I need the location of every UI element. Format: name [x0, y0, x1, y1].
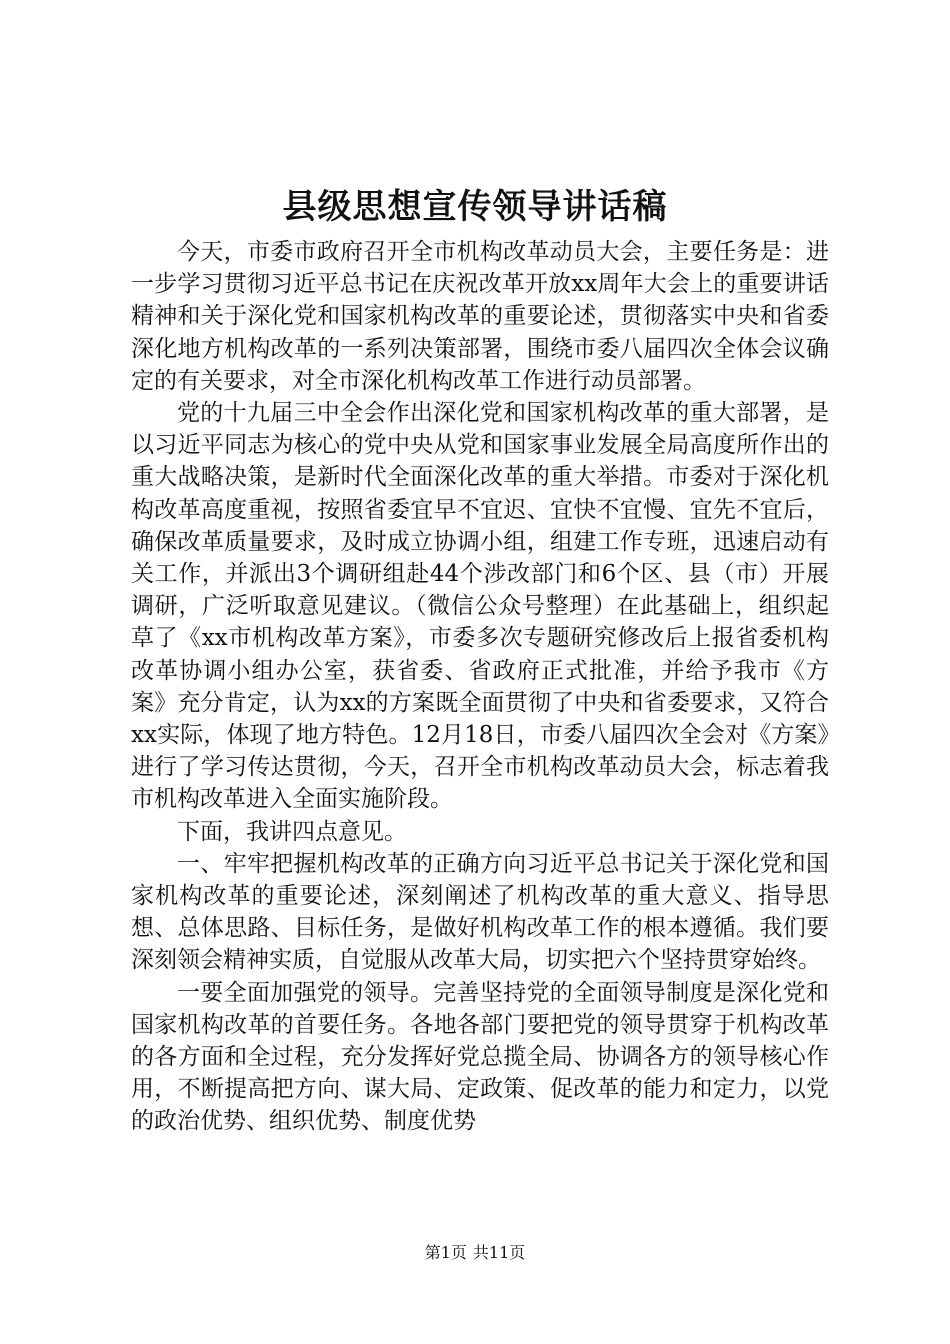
- page-number: 第1页: [424, 1243, 467, 1262]
- page-total: 共11页: [472, 1243, 526, 1262]
- paragraph-5: 一要全面加强党的领导。完善坚持党的全面领导制度是深化党和国家机构改革的首要任务。各地各部门要把党的领导贯穿于机构改革的各方面和全过程，充分发挥好党总揽全局、协调各方的领导核心作用，不断提高把方向、谋大局、定政策、促改革的能力和定力，以党的政治优势、组织优势、制度优势: [131, 979, 829, 1135]
- paragraph-2: 党的十九届三中全会作出深化党和国家机构改革的重大部署，是以习近平同志为核心的党中央从党和国家事业发展全局高度所作出的重大战略决策，是新时代全面深化改革的重大举措。市委对于深化机构改革高度重视，按照省委宜早不宜迟、宜快不宜慢、宜先不宜后，确保改革质量要求，及时成立协调小组，组建工作专班，迅速启动有关工作，并派出3个调研组赴44个涉改部门和6个区、县（市）开展调研，广泛听取意见建议。（微信公众号整理）在此基础上，组织起草了《xx市机构改革方案》，市委多次专题研究修改后上报省委机构改革协调小组办公室，获省委、省政府正式批准，并给予我市《方案》充分肯定，认为xx的方案既全面贯彻了中央和省委要求，又符合xx实际，体现了地方特色。12月18日，市委八届四次全会对《方案》进行了学习传达贯彻，今天，召开全市机构改革动员大会，标志着我市机构改革进入全面实施阶段。: [131, 400, 829, 813]
- paragraph-3: 下面，我讲四点意见。: [177, 818, 407, 845]
- paragraph-1: 今天，市委市政府召开全市机构改革动员大会，主要任务是：进一步学习贯彻习近平总书记在庆祝改革开放xx周年大会上的重要讲话精神和关于深化党和国家机构改革的重要论述，贯彻落实中央和省委深化地方机构改革的一系列决策部署，围绕市委八届四次全体会议确定的有关要求，对全市深化机构改革工作进行动员部署。: [131, 239, 829, 394]
- page-footer: [0, 1241, 950, 1265]
- document-body: [131, 236, 829, 1138]
- document-title: 县级思想宣传领导讲话稿: [282, 187, 668, 227]
- paragraph-4: 一、牢牢把握机构改革的正确方向习近平总书记关于深化党和国家机构改革的重要论述，深刻阐述了机构改革的重大意义、指导思想、总体思路、目标任务，是做好机构改革工作的根本遵循。我们要深刻领会精神实质，自觉服从改革大局，切实把六个坚持贯穿始终。: [131, 850, 829, 974]
